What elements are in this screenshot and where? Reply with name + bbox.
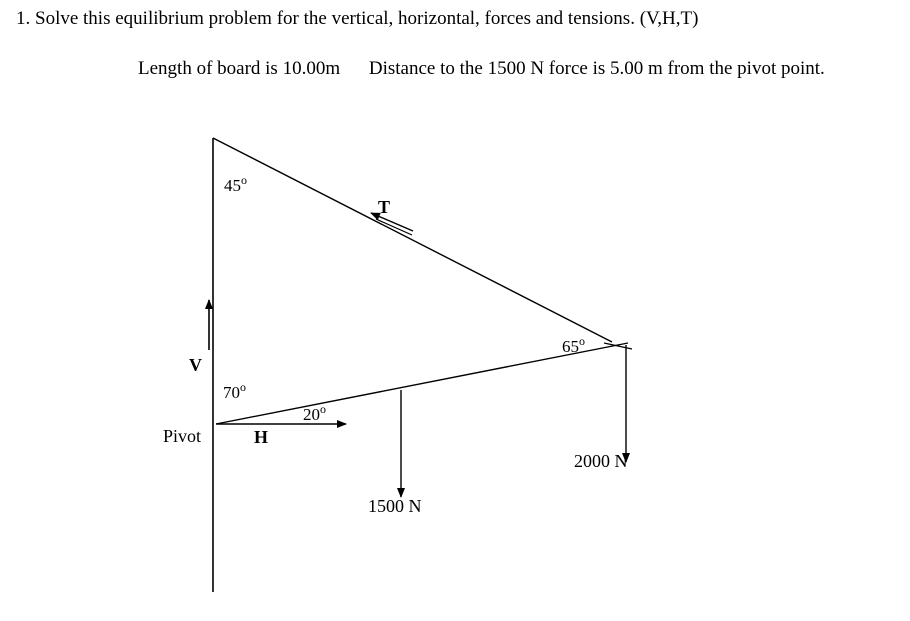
end-force-label: 2000 N xyxy=(574,451,628,471)
pivot-label: Pivot xyxy=(163,426,202,446)
angle-label-65: 65$^o$ xyxy=(562,334,585,356)
center-force-label: 1500 N xyxy=(368,496,422,516)
problem-statement: 1. Solve this equilibrium problem for the vertical, horizontal, forces and tensions. (V,H,T) xyxy=(16,8,699,29)
angle-label-20: 20$^o$ xyxy=(303,402,326,424)
force-distance-text: Distance to the 1500 N force is 5.00 m from the pivot point. xyxy=(368,58,825,79)
board-end-tick xyxy=(604,343,632,349)
tension-label: T xyxy=(378,197,391,217)
board-length-text: Length of board is 10.00m xyxy=(138,58,341,79)
angle-label-70: 70$^o$ xyxy=(223,380,246,402)
cable-line xyxy=(213,138,612,342)
vertical-force-label: V xyxy=(189,355,202,375)
horizontal-force-label: H xyxy=(254,427,269,447)
angle-label-45: 45$^o$ xyxy=(224,173,247,195)
tension-arrow-underline xyxy=(376,219,412,235)
